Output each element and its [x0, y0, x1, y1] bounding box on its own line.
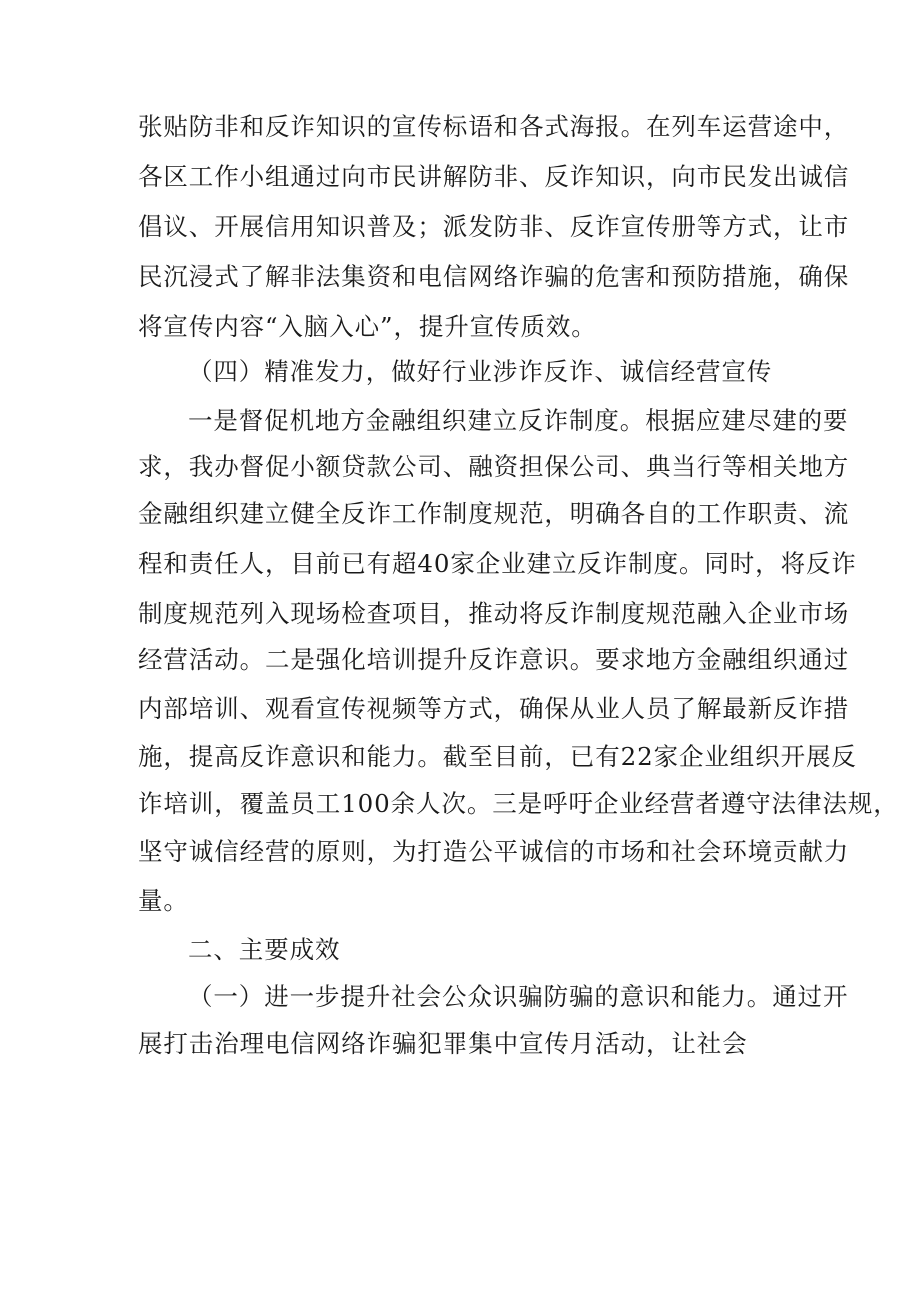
body-text-line: 展打击治理电信网络诈骗犯罪集中宣传月活动，让社会 — [138, 1029, 748, 1058]
body-text-line: 量。 — [138, 886, 189, 915]
body-text-line: 施，提高反诈意识和能力。截至目前，已有22家企业组织开展反 — [138, 742, 857, 771]
body-text-line: 各区工作小组通过向市民讲解防非、反诈知识，向市民发出诚信 — [138, 162, 850, 191]
body-text-line: 程和责任人，目前已有超40家企业建立反诈制度。同时，将反诈 — [138, 549, 857, 578]
paragraph-first-line: 一是督促机地方金融组织建立反诈制度。根据应建尽建的要 — [188, 406, 849, 435]
body-text-line: 求，我办督促小额贷款公司、融资担保公司、典当行等相关地方 — [138, 452, 850, 481]
chapter-heading: 二、主要成效 — [188, 935, 341, 964]
body-text-line: 张贴防非和反诈知识的宣传标语和各式海报。在列车运营途中， — [138, 112, 850, 141]
body-text-line: 内部培训、观看宣传视频等方式，确保从业人员了解最新反诈措 — [138, 694, 850, 723]
body-text-line: 坚守诚信经营的原则，为打造公平诚信的市场和社会环境贡献力 — [138, 837, 850, 866]
body-text-line: 经营活动。二是强化培训提升反诈意识。要求地方金融组织通过 — [138, 645, 850, 674]
paragraph-first-line: （一）进一步提升社会公众识骗防骗的意识和能力。通过开 — [188, 982, 849, 1011]
body-text-line: 金融组织建立健全反诈工作制度规范，明确各自的工作职责、流 — [138, 499, 850, 528]
body-text-line: 制度规范列入现场检查项目，推动将反诈制度规范融入企业市场 — [138, 599, 850, 628]
body-text-line: 倡议、开展信用知识普及；派发防非、反诈宣传册等方式，让市 — [138, 212, 850, 241]
section-heading: （四）精准发力，做好行业涉诈反诈、诚信经营宣传 — [188, 357, 773, 386]
body-text-line: 诈培训，覆盖员工100余人次。三是呼吁企业经营者遵守法律法规， — [138, 789, 899, 818]
body-text-line: 将宣传内容“入脑入心”，提升宣传质效。 — [138, 312, 597, 341]
body-text-line: 民沉浸式了解非法集资和电信网络诈骗的危害和预防措施，确保 — [138, 262, 850, 291]
